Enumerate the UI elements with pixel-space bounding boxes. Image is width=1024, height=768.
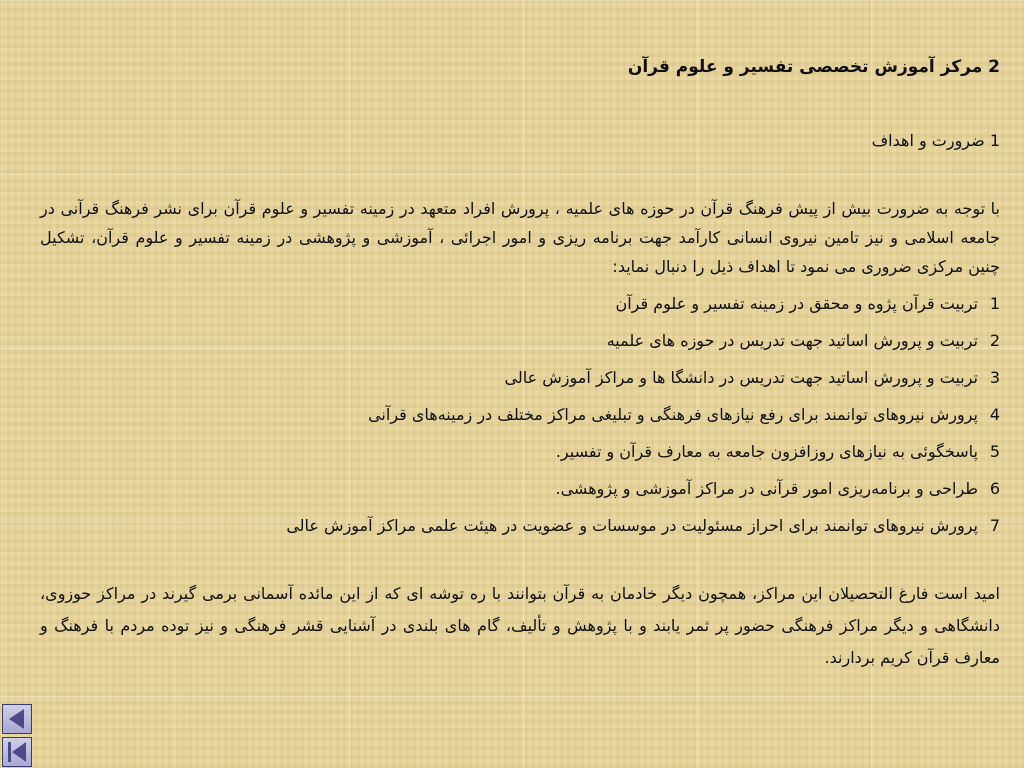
item-number: 6: [989, 479, 1000, 498]
title-number: 2: [988, 57, 1000, 77]
slide-content: [40, 52, 1000, 702]
list-item: [40, 285, 1000, 322]
title-text: مرکز آموزش تخصصی تفسیر و علوم قرآن: [627, 57, 983, 77]
skip-first-icon: [3, 738, 31, 766]
item-text: تربیت قرآن پژوه و محقق در زمینه تفسیر و علوم قرآن: [615, 294, 978, 313]
item-number: 7: [989, 516, 1000, 535]
item-number: 4: [989, 405, 1000, 424]
item-number: 5: [989, 442, 1000, 461]
item-text: پرورش نیروهای توانمند برای رفع نیازهای فرهنگی و تبلیغی مراکز مختلف در زمینه‌های قرآنی: [368, 405, 978, 424]
list-item: [40, 507, 1000, 544]
item-number: 1: [989, 294, 1000, 313]
previous-slide-button[interactable]: [2, 704, 32, 734]
item-number: 2: [989, 331, 1000, 350]
section-subtitle: [40, 126, 1000, 156]
list-item: [40, 470, 1000, 507]
list-item: [40, 322, 1000, 359]
subtitle-number: 1: [989, 131, 1000, 150]
item-number: 3: [989, 368, 1000, 387]
goals-list: [40, 285, 1000, 544]
subtitle-text: ضرورت و اهداف: [871, 131, 985, 150]
item-text: پاسخگوئی به نیازهای روزافزون جامعه به معارف قرآن و تفسیر.: [555, 442, 978, 461]
first-slide-button[interactable]: [2, 737, 32, 767]
item-text: طراحی و برنامه‌ریزی امور قرآنی در مراکز آموزشی و پژوهشی.: [555, 479, 978, 498]
item-text: تربیت و پرورش اساتید جهت تدریس در حوزه های علمیه: [606, 331, 978, 350]
item-text: تربیت و پرورش اساتید جهت تدریس در دانشگا ها و مراکز آموزش عالی: [504, 368, 978, 387]
intro-paragraph: با توجه به ضرورت بیش از پیش فرهنگ قرآن در حوزه های علمیه ، پرورش افراد متعهد در زمینه تفسیر و علوم قرآن برای نشر فرهنگ قرآنی در جامعه اسلامی و نیز تامین نیروی انسانی کارآمد جهت برنامه ریزی و امور اجرائی ، آموزشی و پژوهشی در زمینه تفسیر و علوم قرآن، تشکیل چنین مرکزی ضروری می نمود تا اهداف ذیل را دنبال نماید:: [40, 199, 1000, 276]
item-text: پرورش نیروهای توانمند برای احراز مسئولیت در موسسات و عضویت در هیئت علمی مراکز آموزش عالی: [286, 516, 978, 535]
closing-paragraph: امید است فارغ التحصیلان این مراکز، همچون دیگر خادمان به قرآن بتوانند با ره توشه ای که از این مائده آسمانی برمی گیرند در مراکز حوزوی، دانشگاهی و دیگر مراکز فرهنگی حضور پر ثمر یابند و با پژوهش و تألیف، گام های بلندی در آشنایی قشر فرهنگی و نیز توده مردم با فرهنگ و معارف قرآن کریم بردارند.: [40, 584, 1000, 667]
triangle-left-icon: [3, 705, 31, 733]
list-item: [40, 433, 1000, 470]
list-item: [40, 359, 1000, 396]
section-title: [40, 52, 1000, 82]
list-item: [40, 396, 1000, 433]
